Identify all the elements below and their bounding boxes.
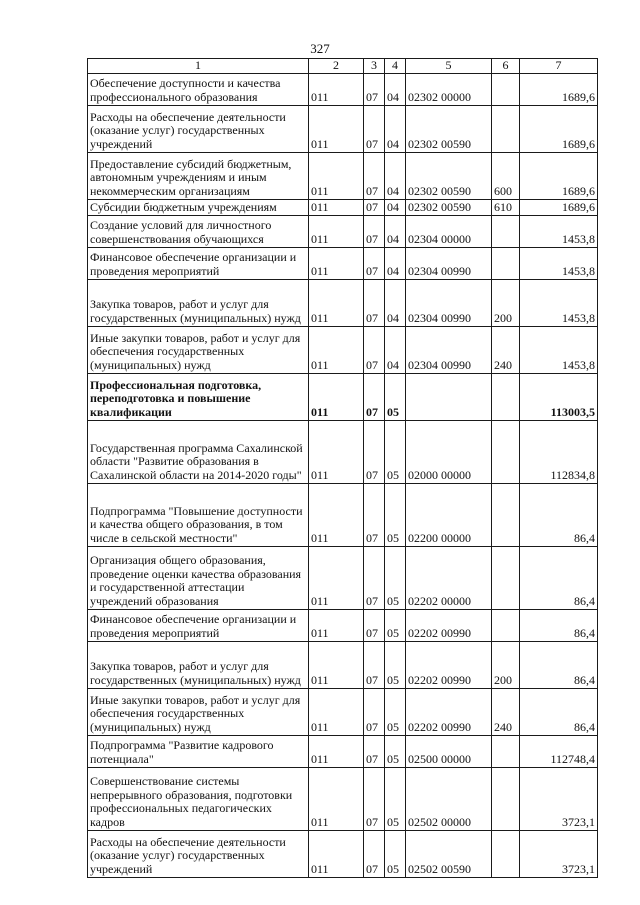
cell-target-article: 02502 00590 [406, 830, 492, 877]
cell-name: Расходы на обеспечение деятельности (оказание услуг) государственных учреждений [88, 105, 309, 152]
cell-subsection: 05 [385, 767, 406, 830]
cell-section: 07 [364, 279, 385, 326]
cell-section: 07 [364, 483, 385, 546]
cell-amount: 1453,8 [520, 247, 598, 279]
cell-name: Расходы на обеспечение деятельности (оказание услуг) государственных учреждений [88, 830, 309, 877]
cell-amount: 113003,5 [520, 373, 598, 420]
cell-subsection: 05 [385, 609, 406, 641]
cell-section: 07 [364, 830, 385, 877]
cell-target-article: 02500 00000 [406, 735, 492, 767]
cell-name: Организация общего образования, проведение оценки качества образования и государственной аттестации учреждений образования [88, 546, 309, 609]
cell-expense-type [492, 609, 520, 641]
cell-target-article: 02200 00000 [406, 483, 492, 546]
cell-grbs: 011 [309, 546, 364, 609]
cell-amount: 112748,4 [520, 735, 598, 767]
cell-expense-type: 600 [492, 152, 520, 199]
table-row [88, 688, 598, 735]
cell-target-article: 02304 00990 [406, 247, 492, 279]
cell-grbs: 011 [309, 73, 364, 105]
cell-subsection: 05 [385, 373, 406, 420]
cell-subsection: 04 [385, 73, 406, 105]
cell-section: 07 [364, 215, 385, 247]
cell-expense-type [492, 735, 520, 767]
cell-target-article: 02304 00000 [406, 215, 492, 247]
cell-section: 07 [364, 420, 385, 483]
cell-name: Финансовое обеспечение организации и проведения мероприятий [88, 609, 309, 641]
cell-section: 07 [364, 326, 385, 373]
cell-grbs: 011 [309, 830, 364, 877]
cell-target-article: 02302 00590 [406, 199, 492, 215]
cell-name: Иные закупки товаров, работ и услуг для обеспечения государственных (муниципальных) нужд [88, 688, 309, 735]
cell-amount: 1453,8 [520, 326, 598, 373]
column-header: 2 [309, 59, 364, 74]
cell-expense-type [492, 215, 520, 247]
table-row [88, 73, 598, 105]
cell-section: 07 [364, 247, 385, 279]
cell-subsection: 04 [385, 279, 406, 326]
cell-name: Создание условий для личностного совершенствования обучающихся [88, 215, 309, 247]
cell-section: 07 [364, 373, 385, 420]
cell-amount: 1689,6 [520, 199, 598, 215]
page-number: 327 [310, 41, 330, 56]
cell-target-article: 02202 00990 [406, 609, 492, 641]
cell-amount: 3723,1 [520, 767, 598, 830]
cell-expense-type: 200 [492, 641, 520, 688]
cell-expense-type: 610 [492, 199, 520, 215]
cell-section: 07 [364, 735, 385, 767]
table-row [88, 767, 598, 830]
cell-subsection: 04 [385, 247, 406, 279]
column-header: 3 [364, 59, 385, 74]
table-row [88, 152, 598, 199]
cell-target-article: 02202 00000 [406, 546, 492, 609]
cell-subsection: 04 [385, 105, 406, 152]
cell-target-article: 02502 00000 [406, 767, 492, 830]
cell-expense-type [492, 73, 520, 105]
cell-target-article: 02302 00590 [406, 105, 492, 152]
cell-target-article: 02000 00000 [406, 420, 492, 483]
column-header: 4 [385, 59, 406, 74]
cell-subsection: 04 [385, 199, 406, 215]
cell-amount: 86,4 [520, 641, 598, 688]
cell-target-article: 02304 00990 [406, 279, 492, 326]
cell-name: Иные закупки товаров, работ и услуг для обеспечения государственных (муниципальных) нужд [88, 326, 309, 373]
table-row [88, 279, 598, 326]
column-header: 1 [88, 59, 309, 74]
table-row [88, 247, 598, 279]
budget-table [87, 58, 598, 878]
cell-name: Субсидии бюджетным учреждениям [88, 199, 309, 215]
table-row [88, 326, 598, 373]
cell-section: 07 [364, 105, 385, 152]
cell-subsection: 05 [385, 688, 406, 735]
cell-section: 07 [364, 73, 385, 105]
cell-name: Профессиональная подготовка, переподготовка и повышение квалификации [88, 373, 309, 420]
cell-expense-type [492, 830, 520, 877]
table-row [88, 546, 598, 609]
cell-amount: 86,4 [520, 609, 598, 641]
cell-section: 07 [364, 767, 385, 830]
column-header: 6 [492, 59, 520, 74]
cell-grbs: 011 [309, 247, 364, 279]
cell-grbs: 011 [309, 483, 364, 546]
cell-section: 07 [364, 546, 385, 609]
cell-subsection: 05 [385, 735, 406, 767]
cell-name: Обеспечение доступности и качества профессионального образования [88, 73, 309, 105]
cell-amount: 1689,6 [520, 105, 598, 152]
cell-expense-type [492, 373, 520, 420]
cell-grbs: 011 [309, 767, 364, 830]
table-row [88, 373, 598, 420]
cell-expense-type [492, 420, 520, 483]
cell-expense-type [492, 767, 520, 830]
cell-target-article: 02302 00590 [406, 152, 492, 199]
table-row [88, 199, 598, 215]
table-header-row [88, 59, 598, 74]
cell-subsection: 05 [385, 420, 406, 483]
cell-amount: 1689,6 [520, 152, 598, 199]
cell-grbs: 011 [309, 420, 364, 483]
table-row [88, 483, 598, 546]
cell-subsection: 04 [385, 326, 406, 373]
cell-name: Предоставление субсидий бюджетным, автономным учреждениям и иным некоммерческим организациям [88, 152, 309, 199]
cell-expense-type: 200 [492, 279, 520, 326]
cell-grbs: 011 [309, 688, 364, 735]
cell-section: 07 [364, 688, 385, 735]
cell-amount: 1689,6 [520, 73, 598, 105]
cell-grbs: 011 [309, 199, 364, 215]
cell-grbs: 011 [309, 215, 364, 247]
cell-subsection: 05 [385, 830, 406, 877]
table-row [88, 420, 598, 483]
cell-section: 07 [364, 641, 385, 688]
cell-amount: 86,4 [520, 546, 598, 609]
cell-name: Финансовое обеспечение организации и проведения мероприятий [88, 247, 309, 279]
cell-expense-type: 240 [492, 688, 520, 735]
cell-grbs: 011 [309, 326, 364, 373]
cell-amount: 86,4 [520, 483, 598, 546]
table-row [88, 215, 598, 247]
cell-subsection: 05 [385, 546, 406, 609]
cell-section: 07 [364, 609, 385, 641]
column-header: 5 [406, 59, 492, 74]
cell-expense-type [492, 483, 520, 546]
cell-grbs: 011 [309, 641, 364, 688]
cell-target-article: 02202 00990 [406, 688, 492, 735]
cell-section: 07 [364, 152, 385, 199]
cell-subsection: 05 [385, 641, 406, 688]
cell-target-article: 02202 00990 [406, 641, 492, 688]
cell-name: Закупка товаров, работ и услуг для государственных (муниципальных) нужд [88, 279, 309, 326]
cell-subsection: 04 [385, 152, 406, 199]
cell-amount: 3723,1 [520, 830, 598, 877]
cell-expense-type: 240 [492, 326, 520, 373]
cell-expense-type [492, 546, 520, 609]
cell-target-article: 02304 00990 [406, 326, 492, 373]
cell-amount: 86,4 [520, 688, 598, 735]
cell-target-article: 02302 00000 [406, 73, 492, 105]
cell-target-article [406, 373, 492, 420]
cell-grbs: 011 [309, 373, 364, 420]
table-row [88, 735, 598, 767]
column-header: 7 [520, 59, 598, 74]
cell-grbs: 011 [309, 105, 364, 152]
cell-name: Государственная программа Сахалинской области "Развитие образования в Сахалинской области на 2014-2020 годы" [88, 420, 309, 483]
table-row [88, 105, 598, 152]
table-row [88, 609, 598, 641]
cell-subsection: 05 [385, 483, 406, 546]
cell-name: Совершенствование системы непрерывного образования, подготовки профессиональных педагогических кадров [88, 767, 309, 830]
cell-grbs: 011 [309, 609, 364, 641]
cell-expense-type [492, 247, 520, 279]
cell-name: Подпрограмма "Развитие кадрового потенциала" [88, 735, 309, 767]
table-body [88, 59, 598, 878]
cell-name: Подпрограмма "Повышение доступности и качества общего образования, в том числе в сельской местности" [88, 483, 309, 546]
cell-expense-type [492, 105, 520, 152]
cell-amount: 1453,8 [520, 215, 598, 247]
cell-section: 07 [364, 199, 385, 215]
cell-amount: 112834,8 [520, 420, 598, 483]
table-row [88, 830, 598, 877]
cell-grbs: 011 [309, 735, 364, 767]
cell-grbs: 011 [309, 279, 364, 326]
cell-name: Закупка товаров, работ и услуг для государственных (муниципальных) нужд [88, 641, 309, 688]
cell-grbs: 011 [309, 152, 364, 199]
table-row [88, 641, 598, 688]
cell-amount: 1453,8 [520, 279, 598, 326]
cell-subsection: 04 [385, 215, 406, 247]
